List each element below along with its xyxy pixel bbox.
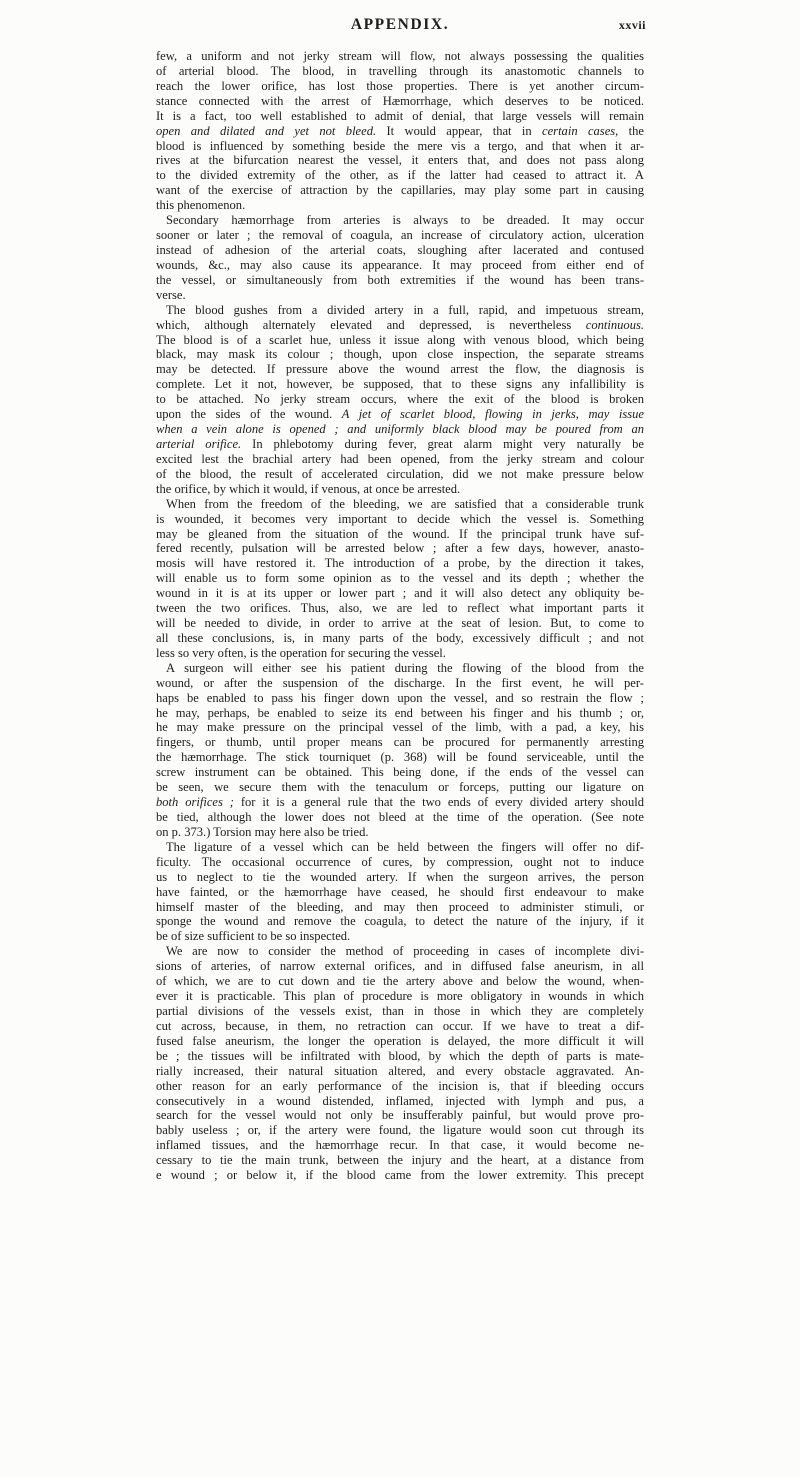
text-line: of the blood, the result of accelerated circulation, did we not make pressure below bbox=[156, 466, 644, 481]
text-line: the vessel, or simultaneously from both extremities if the wound has been trans- bbox=[156, 272, 644, 287]
text-line: reach the lower orifice, has lost those properties. There is yet another circum- bbox=[156, 78, 644, 93]
text-line: screw instrument can be obtained. This being done, if the ends of the vessel can bbox=[156, 765, 644, 780]
page-title: APPENDIX. bbox=[350, 16, 450, 33]
text-line: partial divisions of the vessels exist, than in those in which they are completely bbox=[156, 1004, 644, 1018]
text-line bbox=[156, 422, 644, 437]
text-line: blood is influenced by something beside the mere vis a tergo, and that when it ar- bbox=[156, 138, 644, 153]
text-line: will enable us to form some opinion as to the vessel and its depth ; whether the bbox=[156, 571, 644, 586]
text-line: wound, or after the suspension of the discharge. In the first event, he will per- bbox=[156, 675, 644, 690]
text-line: will be needed to divide, in order to arrive at the seat of lesion. But, to come to bbox=[156, 616, 644, 631]
page-number: xxvii bbox=[618, 18, 646, 32]
text-line: wound in it is at its upper or lower part ; and it will also detect any obliquity be- bbox=[156, 586, 644, 601]
text-line: is wounded, it becomes very important to decide which the vessel is. Something bbox=[156, 511, 644, 526]
text-run: In phlebotomy during fever, great alarm might very naturally be bbox=[241, 436, 644, 451]
text-line: all these conclusions, is, in many parts of the body, excessively difficult ; and not bbox=[156, 630, 644, 645]
text-line: Secondary hæmorrhage from arteries is always to be dreaded. It may occur bbox=[166, 213, 644, 228]
italic-run: open and dilated and yet not bleed. bbox=[156, 123, 377, 138]
text-run: for it is a general rule that the two ends of every divided artery should bbox=[233, 795, 644, 810]
italic-run: A jet of scarlet blood, flowing in jerks, may issue bbox=[341, 407, 644, 422]
text-line: be seen, we secure them with the tenaculum or forceps, putting our ligature on bbox=[156, 780, 644, 795]
text-line bbox=[156, 437, 644, 452]
text-line: us to neglect to tie the wounded artery. If when the surgeon arrives, the person bbox=[156, 869, 644, 884]
text-line: inflamed tissues, and the hæmorrhage recur. In that case, it would become ne- bbox=[156, 1138, 644, 1153]
text-line: the orifice, by which it would, if venous, at once be arrested. bbox=[156, 481, 461, 496]
text-line: fered recently, pulsation will be arrested below ; after a few days, however, anasto- bbox=[156, 541, 644, 556]
text-line: We are now to consider the method of proceeding in cases of incomplete divi- bbox=[166, 944, 644, 959]
text-line: may be gleaned from the situation of the wound. If the principal trunk have suf- bbox=[156, 526, 644, 541]
text-line bbox=[156, 795, 644, 810]
text-line: ever it is practicable. This plan of procedure is more obligatory in wounds in which bbox=[156, 989, 644, 1004]
text-run: , the bbox=[615, 123, 644, 138]
text-line: A surgeon will either see his patient during the flowing of the blood from the bbox=[166, 660, 644, 675]
italic-run: both orifices ; bbox=[156, 795, 234, 810]
text-line: e wound ; or below it, if the blood came from the lower extremity. This precept bbox=[156, 1168, 644, 1183]
text-line: black, may mask its colour ; though, upon close inspection, the separate streams bbox=[156, 347, 644, 362]
text-line: bably useless ; or, if the artery were found, the ligature would soon cut through its bbox=[156, 1123, 644, 1138]
text-line: The ligature of a vessel which can be held between the fingers will offer no dif- bbox=[166, 839, 644, 854]
text-line: other reason for an early performance of the incision is, that if bleeding occurs bbox=[156, 1078, 644, 1093]
text-line: on p. 373.) Torsion may here also be tried. bbox=[156, 824, 369, 839]
text-line: verse. bbox=[156, 287, 186, 302]
italic-run: certain cases bbox=[542, 123, 616, 138]
text-line: cessary to tie the main trunk, between the injury and the heart, at a distance from bbox=[156, 1153, 644, 1168]
text-run: which, although alternately elevated and depressed, is nevertheless bbox=[156, 317, 586, 332]
text-line: complete. Let it not, however, be supposed, that to these signs any infallibility is bbox=[156, 377, 644, 392]
text-line: this phenomenon. bbox=[156, 198, 246, 213]
text-line: instead of adhesion of the arterial coats, sloughing after lacerated and contused bbox=[156, 242, 644, 257]
text-line: himself master of the bleeding, and may then proceed to administer stimuli, or bbox=[156, 899, 644, 914]
text-line: consecutively in a wound distended, inflamed, injected with lymph and pus, a bbox=[156, 1093, 644, 1108]
text-line: It is a fact, too well established to admit of denial, that large vessels will remain bbox=[156, 108, 644, 123]
text-line: sooner or later ; the removal of coagula, an increase of circulatory action, ulceration bbox=[156, 228, 644, 243]
text-line: he may, perhaps, be enabled to seize its end between his finger and his thumb ; or, bbox=[156, 705, 644, 720]
text-line: of arterial blood. The blood, in travelling through its anastomotic channels to bbox=[156, 63, 644, 78]
text-line: haps be enabled to pass his finger down upon the vessel, and so restrain the flow ; bbox=[156, 690, 644, 705]
text-run: It would appear, that in bbox=[376, 123, 543, 138]
text-line: to be attached. No jerky stream occurs, where the exit of the blood is broken bbox=[156, 392, 644, 407]
text-line: The blood is of a scarlet hue, unless it issue along with venous blood, which being bbox=[156, 332, 644, 347]
text-line: fused false aneurism, the longer the operation is delayed, the more difficult it will bbox=[156, 1033, 644, 1048]
text-line: search for the vessel would not only be insufferably painful, but would prove pro- bbox=[156, 1108, 644, 1123]
body-text bbox=[156, 49, 644, 1183]
italic-run: when a vein alone is opened ; and uniformly black blood may be poured from an bbox=[156, 422, 644, 437]
running-head bbox=[0, 16, 800, 38]
text-line: sions of arteries, of narrow external orifices, and in diffused false aneurism, in all bbox=[156, 959, 644, 974]
text-line: fingers, or thumb, until proper means can be procured for permanently arresting bbox=[156, 735, 644, 750]
text-line: excited lest the brachial artery had been opened, from the jerky stream and colour bbox=[156, 451, 644, 466]
text-line: want of the exercise of attraction by the capillaries, may play some part in causing bbox=[156, 183, 644, 198]
text-line: be of size sufficient to be so inspected. bbox=[156, 929, 351, 944]
italic-run: continuous. bbox=[585, 317, 644, 332]
text-line bbox=[156, 124, 644, 139]
text-line: the hæmorrhage. The stick tourniquet (p. 368) will be found serviceable, until the bbox=[156, 750, 644, 765]
italic-run: arterial orifice. bbox=[156, 436, 242, 451]
text-line: wounds, &c., may also cause its appearance. It may proceed from either end of bbox=[156, 257, 644, 272]
text-line: cut across, because, in them, no retraction can occur. If we have to treat a dif- bbox=[156, 1018, 644, 1033]
text-line: rives at the bifurcation nearest the vessel, it enters that, and does not pass along bbox=[156, 153, 644, 168]
text-line: be ; the tissues will be infiltrated with blood, by which the depth of parts is mate- bbox=[156, 1048, 644, 1063]
text-line: tween the two orifices. Thus, also, we are led to reflect what important parts it bbox=[156, 601, 644, 616]
text-line: When from the freedom of the bleeding, we are satisfied that a considerable trunk bbox=[166, 496, 644, 511]
text-line bbox=[156, 407, 644, 422]
text-line: mosis will have restored it. The introduction of a probe, by the direction it takes, bbox=[156, 556, 644, 571]
text-line: be tied, although the lower does not bleed at the time of the operation. (See note bbox=[156, 810, 644, 825]
text-line: he may make pressure on the principal vessel of the limb, with a pad, a key, his bbox=[156, 720, 644, 735]
text-run: upon the sides of the wound. bbox=[156, 407, 342, 422]
text-line: ficulty. The occasional occurrence of cures, by compression, ought not to induce bbox=[156, 854, 644, 869]
text-line: have fainted, or the hæmorrhage have ceased, he should first endeavour to make bbox=[156, 884, 644, 899]
text-line bbox=[156, 318, 644, 333]
text-line: of which, we are to cut down and tie the artery above and below the wound, when- bbox=[156, 974, 644, 989]
text-line: rially increased, their natural situation altered, and every obstacle aggravated. An- bbox=[156, 1063, 644, 1078]
text-line: to the divided extremity of the other, as if the latter had ceased to attract it. A bbox=[156, 168, 644, 183]
text-line: few, a uniform and not jerky stream will flow, not always possessing the qualities bbox=[156, 49, 644, 63]
text-line: The blood gushes from a divided artery in a full, rapid, and impetuous stream, bbox=[166, 302, 644, 317]
text-line: sponge the wound and remove the coagula, to detect the nature of the injury, if it bbox=[156, 914, 644, 929]
text-line: stance connected with the arrest of Hæmorrhage, which deserves to be noticed. bbox=[156, 93, 644, 108]
text-line: less so very often, is the operation for securing the vessel. bbox=[156, 645, 446, 660]
text-line: may be detected. If pressure above the wound arrest the flow, the diagnosis is bbox=[156, 362, 644, 377]
